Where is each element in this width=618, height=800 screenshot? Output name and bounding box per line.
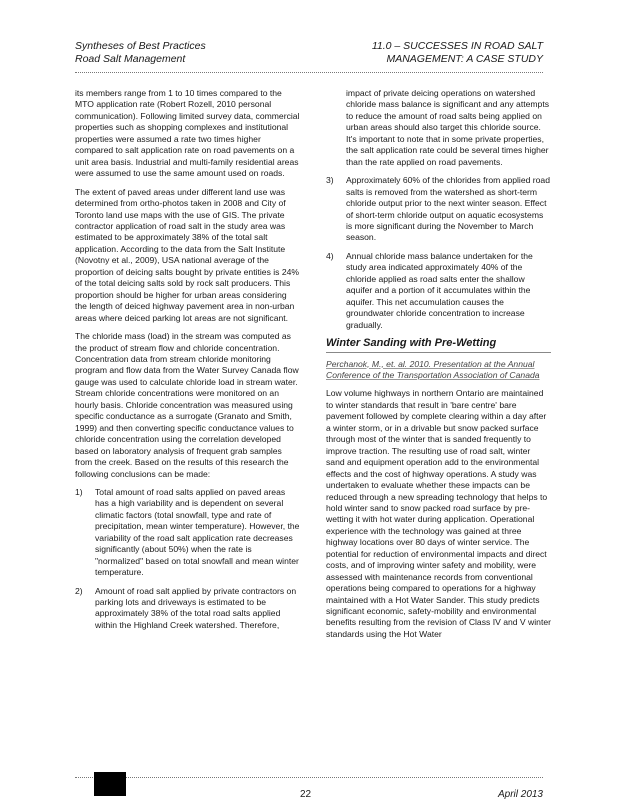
left-paragraph-1: its members range from 1 to 10 times compared to the MTO application rate (Robert Rozell, 2010 personal communication). Following limited survey data, commercial properties such as shopping complexes and institutional properties were assumed a rate two times higher compared to salt application rate on road pavements on a unit area basis. Industrial and multi-family residential areas were assumed to use the same amount used on roads. [75, 88, 300, 179]
left-paragraph-2: The extent of paved areas under different land use was determined from ortho-photos taken in 2008 and City of Toronto land use maps with the use of GIS. The private contractor application of road salt in the study area was estimated to be approximately 38% of the total salt application. According to the data from the Salt Institute (Novotny et al., 2009), USA national average of the proportion of deicing salts bought by private entities is 24% of the total deicing salts sold by rock salt producers. This proportion should be higher for urban areas considering the length of deiced highway pavement area in non-urban areas where deiced parking lot areas are not significant. [75, 186, 300, 323]
conclusion-item-4 [326, 251, 551, 331]
header-divider [75, 72, 543, 73]
right-column [326, 88, 551, 647]
conclusion-item-3-text: Approximately 60% of the chlorides from applied road salts is removed from the watershed as short-term chloride output prior to the next winter season. Effect of short-term chloride output on aquatic ecosystems is more significant during the November to March season. [346, 175, 550, 243]
right-paragraph-2: Low volume highways in northern Ontario are maintained to winter standards that result in 'bare centre' bare pavement followed by complete clearing within a day after a winter storm, or in a drivable but snow packed surface through most of the winter that is sanded frequently to improve traction. The resulting use of road salt, winter sand and equipment operation add to the environmental effects and the cost of highway operations. A study was undertaken to evaluate whether these impacts can be reduced through a new spreading technology that helps to hold winter sand to snow packed road surface by pre-wetting it with hot water during application. Operational experience with the technology was gained at three highway locations over 80 days of winter service. The potential for reduction of environmental impacts and direct costs, and of improving winter safety and mobility, were assessed with maintenance records from conventional operations being compared to operations for a highway maintained with a Hot Water Sander. This study predicts significant economic, safety-mobility and environmental benefits resulting from the revision of Class IV and V winter standards using the Hot Water [326, 388, 551, 639]
left-column [75, 88, 300, 638]
header-left-line1: Syntheses of Best Practices [75, 40, 206, 52]
publication-date: April 2013 [497, 789, 543, 800]
running-header-right [372, 40, 543, 66]
header-left-line2: Road Salt Management [75, 53, 186, 65]
header-right-line1: 11.0 – SUCCESSES IN ROAD SALT [371, 40, 543, 52]
running-header-left [75, 40, 206, 66]
footer-divider [75, 777, 543, 778]
citation: Perchanok, M., et. al. 2010. Presentation at the Annual Conference of the Transportation Association of Canada [326, 358, 540, 380]
conclusion-item-2-number: 2) [75, 585, 83, 596]
conclusion-item-2-text: Amount of road salt applied by private contractors on parking lots and driveways is estimated to be approximately 38% of the total road salts applied within the Highland Creek watershed. Therefore, [95, 585, 297, 630]
footer-logo-block [94, 772, 126, 796]
conclusion-item-4-text: Annual chloride mass balance undertaken for the study area indicated approximately 40% of the chloride applied as road salts enter the shallow aquifer and a portion of it accumulates within the aquifer. This net accumulation causes the groundwater chloride concentration to increase gradually. [346, 250, 533, 330]
conclusion-item-1-text: Total amount of road salts applied on paved areas has a high variability and is dependent on several climatic factors (total snowfall, type and rate of precipitation, mean winter temperature). However, the variability of the road salt application rate decreases significantly (about 50%) when the rate is "normalized" based on total snowfall and mean winter temperature. [95, 486, 300, 578]
header-right-line2: MANAGEMENT: A CASE STUDY [386, 53, 543, 65]
conclusion-item-2 [75, 586, 300, 632]
conclusion-item-3 [326, 175, 551, 244]
conclusion-item-1-number: 1) [75, 486, 83, 497]
conclusion-item-3-number: 3) [326, 175, 334, 186]
left-paragraph-3: The chloride mass (load) in the stream was computed as the product of stream flow and chloride concentration. Concentration data from stream chloride monitoring program and flow data from the Water Survey Canada flow gauge was used to calculate chloride load in stream water. Stream chloride concentrations were monitored on an hourly basis. Chloride concentration was measured using specific conductance as a surrogate (Granato and Smith, 1999) and then converting specific conductance values to chloride concentration using the correlation developed based on laboratory analysis of frequent grab samples from the creek. Based on the results of this research the following conclusions can be made: [75, 331, 299, 479]
section-title: Winter Sanding with Pre-Wetting [326, 338, 551, 352]
right-paragraph-1: impact of private deicing operations on watershed chloride mass balance is significant and any attempts to reduce the amount of road salts being applied on urban areas should also target this chloride source. It's important to note that in some private properties, the salt application rate could be several times higher than the rate applied on road pavements. [346, 88, 550, 167]
conclusion-item-4-number: 4) [326, 250, 334, 261]
conclusion-item-1 [75, 487, 300, 579]
page-number: 22 [300, 789, 312, 800]
